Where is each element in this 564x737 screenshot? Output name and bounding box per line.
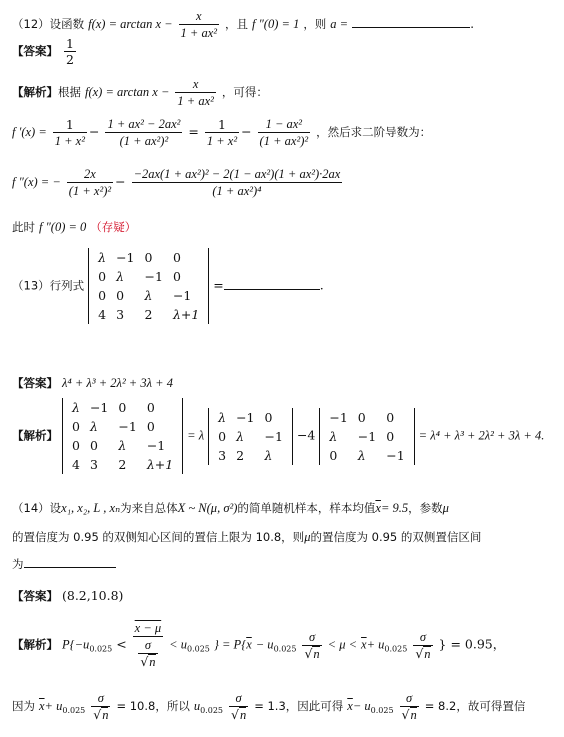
q14-line3-text: 为 [12,557,24,571]
frac-den: (1 + ax²)² [119,134,169,148]
matrix-row [213,408,288,427]
frac-den: (1 + ax²)² [259,134,309,148]
j13-result: = λ⁴ + λ³ + 2λ² + 3λ + 4. [418,428,545,443]
answer-label: 【答案】 [12,376,58,390]
matrix-cell: 0 [146,400,155,415]
q14-seg4: ，参数 [408,501,443,515]
matrix-cell: −1 [146,438,166,453]
j14-last-line [12,690,525,723]
matrix-cell: 2 [144,307,153,322]
matrix-cell: 0 [386,409,395,425]
subscript: 0.025 [186,644,210,654]
q13-determinant [88,248,209,324]
a12-fraction [64,36,76,67]
j12-fprime: f ′(x) = $\frac{1}{\text{1 + x²}}$ − $\frac{\text{1 + ax² − 2ax²}}{\text{(1 + ax²)²}}$ = $\frac{1}{\text{1 + x²}}$ − $\frac{\text{1 − ax²}}{\text{(1 + ax²)²}}$ ，然后求二阶导数为： [12,116,432,148]
matrix-row [93,248,204,267]
frac-den: 2 [65,52,74,67]
matrix-cell: 0 [264,409,273,425]
matrix-cell: 0 [89,438,98,453]
matrix-cell: −1 [264,428,283,444]
answer-label: 【答案】 [12,44,58,58]
matrix-cell: 0 [118,400,127,415]
j13-minor-1 [208,408,293,465]
plus-u: + u [366,637,385,652]
sigma-over-sqrt-n: $\frac{\sigma}{√n}$ [93,691,109,722]
q14-mean: $\overline{x}$ [375,501,381,515]
j12-fraction [175,76,215,109]
frac-num: 1 [53,117,87,133]
analysis-label: 【解析】 [12,85,58,99]
last-pre: 因为 [12,699,35,713]
matrix-cell: λ [218,409,227,425]
answer-label: 【答案】 [12,589,58,603]
subscript: 0.025 [273,644,297,654]
q14-dist: X ~ N(μ, σ²) [177,501,238,515]
xbar: $\overline{x}$ [347,699,353,713]
matrix-cell: 0 [172,250,181,265]
matrix-row [67,417,178,436]
j12-line1 [12,76,268,109]
matrix [67,398,178,474]
matrix-cell: 0 [357,409,366,425]
sigma: σ [235,691,242,705]
j14-line [12,620,505,670]
sqrt-n: n [313,646,320,661]
frac-den: 1 + x² [54,133,85,148]
s-term2 [132,166,343,199]
frac-den: 1 + ax² [180,26,218,40]
term2 [105,116,182,149]
sqrt-n: n [424,646,431,661]
matrix-cell: λ [98,250,107,265]
j12-fsecond: f ″(x) = − $\frac{2x}{\text{(1 + x²)²}}$ − $\frac{\text{−2ax(1 + ax²)² − 2(1 − ax²)(1 + ax²)·2ax}}{\text{(1 + ax²)⁴}}$ [12,167,341,198]
q14-line1 [12,500,449,516]
matrix-row [324,446,409,465]
frac-num: x − μ [134,621,162,635]
j13-determinant-4 [62,398,183,474]
matrix-cell: 0 [71,419,80,434]
matrix-cell: 0 [98,269,107,284]
s-term1 [67,166,113,199]
frac-num: x [192,77,199,91]
lt: < [116,636,127,652]
j12-line4-pre: 此时 [12,220,35,234]
a14-line [12,588,123,604]
a13-value: λ⁴ + λ³ + 2λ² + 3λ + 4 [61,376,173,390]
matrix-cell: 0 [71,438,80,453]
sigma-over-sqrt-n: $\frac{\sigma}{√n}$ [401,691,417,722]
q13-line [12,248,324,324]
matrix-cell: 2 [236,447,245,463]
subscript: 0.025 [370,706,394,715]
matrix-cell: 0 [172,269,181,284]
lt-u: < u [169,637,187,652]
equals: = [213,277,224,293]
q12-cond-pre: ，且 [225,17,249,31]
q13-answer-blank[interactable] [224,279,320,290]
sqrt-n: n [149,655,156,669]
matrix [93,248,204,324]
tail: } = 0.95， [438,636,506,652]
q12-line [12,8,474,41]
z-fraction: $\frac{x - \mu}{\frac{\sigma}{√n}}$ [134,621,162,669]
a13-line [12,375,173,391]
q12-number: （12） [12,17,50,31]
matrix-cell: λ [118,438,127,453]
equals: = [188,124,199,139]
q14-number: （14） [12,501,50,515]
last-eq2: = 1.3，因此可得 [254,699,344,713]
j13-line [12,398,544,474]
matrix-cell: −1 [118,419,137,434]
sigma: σ [144,638,151,652]
matrix-cell: −1 [144,269,163,284]
analysis-label: 【解析】 [12,637,58,652]
q12-ask-var: a = [330,17,349,31]
u: u [193,699,201,713]
matrix-cell: 3 [116,307,125,322]
minus-four: −4 [296,427,316,443]
j13-minor-2 [319,408,414,465]
frac-num: −2ax(1 + ax²)² − 2(1 − ax²)(1 + ax²)·2ax [133,167,341,181]
j12-line4 [12,219,136,235]
j12-line2-post: ，然后求二阶导数为： [316,125,432,139]
frac-num: x [196,9,202,23]
term3 [205,117,239,149]
xbar: $\overline{x}$ [246,637,252,652]
matrix-row [67,455,178,474]
matrix-cell: λ+1 [146,457,174,472]
matrix-cell: λ+1 [172,307,200,322]
mu: μ [442,501,449,515]
period: . [319,277,324,293]
q14-line3 [12,556,116,572]
q12-ask-pre: ，则 [303,17,327,31]
matrix-cell: 0 [386,428,395,444]
matrix-cell: 0 [146,419,155,434]
matrix-cell: 3 [89,457,98,472]
q13-number: （13） [12,278,50,293]
matrix-cell: −1 [116,250,135,265]
q14-sample: x₁, x₂, L , xₙ [61,501,121,515]
a12-line [12,36,78,67]
sigma-over-sqrt-n: $\frac{\sigma}{√n}$ [304,629,320,661]
a14-value: (8.2,10.8) [61,588,124,603]
matrix-row [324,427,409,446]
mu: μ [304,530,311,544]
subscript: 0.025 [89,644,113,654]
p1: P{−u [61,637,90,652]
last-eq1: = 10.8，所以 [116,699,190,713]
matrix-cell: −1 [89,400,109,415]
matrix-row [67,436,178,455]
matrix-cell: 0 [329,447,338,463]
sqrt-n: n [102,708,109,722]
term1 [53,117,87,149]
eq-lambda: = λ [187,428,205,443]
matrix-row [93,286,204,305]
q14-seg1: 设 [49,501,62,515]
matrix-cell: 2 [118,457,127,472]
matrix-cell: 0 [116,288,125,303]
subscript: 0.025 [200,706,223,715]
j12-line4-eq: f ″(0) = 0 [38,220,87,234]
matrix-cell: 0 [144,250,153,265]
matrix-cell: 3 [218,447,227,463]
xbar: $\overline{x}$ [38,699,45,713]
sqrt-n: n [410,708,417,722]
q12-fraction [179,8,219,41]
minus-u: − u [352,699,371,713]
matrix-row [213,446,288,465]
doubt-note: （存疑） [90,220,137,234]
q14-seg3: 的简单随机样本，样本均值 [237,501,376,515]
frac-num: 1 [65,36,74,51]
q13-stem: 行列式 [49,278,85,293]
q12-ask-post: . [470,16,475,31]
matrix-cell: λ [264,447,273,463]
xbar: $\overline{x}$ [361,637,367,652]
matrix-row [67,398,178,417]
matrix-cell: −1 [236,409,255,425]
matrix-cell: −1 [329,409,348,425]
frac-den: 1 + x² [206,133,238,148]
minus-u: − u [255,637,274,652]
matrix-row [213,427,288,446]
q12-stem: 设函数 [49,17,85,31]
matrix-cell: 4 [98,307,107,322]
matrix-cell: λ [329,428,338,444]
q12-answer-blank[interactable] [352,17,470,28]
sigma: σ [308,629,316,644]
q14-line2 [12,529,481,545]
q14-line2-text: 的置信度为 0.95 的双侧知心区间的置信上限为 10.8，则 [12,530,305,544]
matrix [213,408,288,465]
frac-den: 1 + ax² [177,94,214,108]
q14-answer-blank[interactable] [24,557,116,568]
q14-line2-post: 的置信度为 0.95 的双侧置信区间 [310,530,482,544]
subscript: 0.025 [384,644,408,654]
q12-function: f(x) = arctan x − [88,17,173,31]
brace-eq: } = P{ [213,637,247,652]
matrix-cell: −1 [172,288,192,303]
frac-den: (1 + x²)² [68,184,112,198]
frac-num: 1 + ax² − 2ax² [107,117,181,131]
j12-pre: 根据 [58,85,81,99]
sqrt-n: n [239,708,247,722]
analysis-label: 【解析】 [12,428,58,443]
j12-post: ，可得： [221,85,268,99]
matrix-cell: −1 [357,428,377,444]
matrix-cell: λ [236,428,245,444]
sigma-over-sqrt-n: $\frac{\sigma}{√n}$ [230,691,247,722]
last-eq3: = 8.2，故可得置信 [424,699,526,713]
frac-num: 2x [84,167,96,181]
q14-mean-eq: = 9.5 [380,501,409,515]
matrix-cell: λ [144,288,153,303]
matrix-cell: λ [71,400,80,415]
matrix-cell: 0 [98,288,107,303]
sigma: σ [97,691,104,705]
matrix-cell: λ [89,419,98,434]
fsecond-lhs: f ″(x) = − [12,175,61,189]
frac-den: (1 + ax²)⁴ [212,184,262,198]
matrix-cell: 0 [218,428,227,444]
frac-num: 1 [205,117,239,133]
frac-num: 1 − ax² [265,117,303,131]
matrix [324,408,409,465]
matrix-row [93,305,204,324]
subscript: 0.025 [62,706,86,715]
q14-seg2: 为来自总体 [120,501,178,515]
sigma-over-sqrt-n: $\frac{\sigma}{√n}$ [415,629,431,661]
fprime-lhs: f ′(x) = [12,125,47,139]
j12-function: f(x) = arctan x − [84,85,170,99]
mu-mid: < μ < [327,637,358,652]
sigma: σ [406,691,413,705]
sigma: σ [419,629,426,644]
matrix-cell: 4 [71,457,80,472]
plus-u: + u [44,699,63,713]
matrix-cell: λ [357,447,366,463]
matrix-row [93,267,204,286]
matrix-row [324,408,409,427]
matrix-cell: λ [116,269,125,284]
term4 [258,116,311,149]
matrix-cell: −1 [386,447,405,463]
q12-condition: f ″(0) = 1 [252,17,300,31]
